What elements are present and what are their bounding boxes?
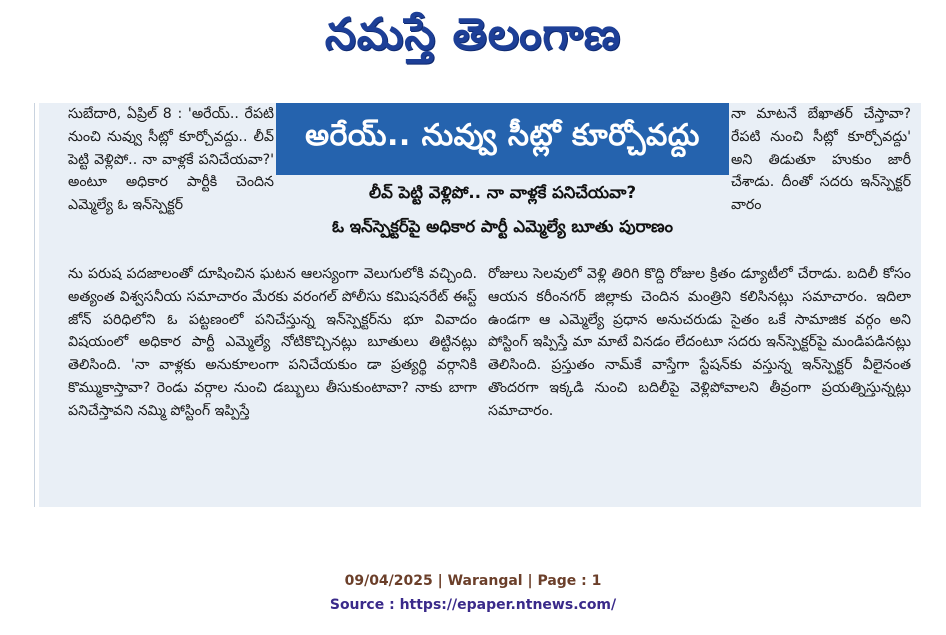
newspaper-logo: నమస్తే తెలంగాణ	[324, 9, 622, 60]
column-divider	[34, 103, 35, 507]
article-column-1-bottom	[39, 263, 477, 423]
edition-info: 09/04/2025 | Warangal | Page : 1	[344, 573, 602, 589]
source-link[interactable]: Source : https://epaper.ntnews.com/	[329, 597, 617, 613]
news-clipping	[39, 103, 921, 507]
article-column-1-top	[68, 103, 274, 217]
article-headline: అరేయ్.. నువ్వు సీట్లో కూర్చోవద్దు	[305, 118, 700, 153]
headline-banner	[276, 103, 729, 175]
article-subheading-2: ఓ ఇన్‌స్పెక్టర్‌పై అధికార పార్టీ ఎమ్మెల్యే బూతు పురాణం	[331, 217, 674, 236]
article-text-block: సుబేదారి, ఏప్రిల్ 8 : 'అరేయ్.. రేపటి నుంచి నువ్వు సీట్లో కూర్చోవద్దు.. లీవ్ పెట్టి వెళ్లిపో.. నా వాళ్లకే పనిచేయవా?' అంటూ అధికార పార్టీకి చెందిన ఎమ్మెల్యే ఓ ఇన్‌స్పెక్టర్	[68, 106, 274, 214]
article-column-3-top	[731, 103, 911, 217]
article-column-2-bottom	[488, 263, 911, 423]
masthead	[0, 0, 946, 80]
article-text-block: రోజులు సెలవులో వెళ్లి తిరిగి కొద్ది రోజుల క్రితం డ్యూటీలో చేరాడు. బదిలీ కోసం ఆయన కరీంనగర్ జిల్లాకు చెందిన మంత్రిని కలిసినట్లు సమాచారం. ఇదిలా ఉండగా ఆ ఎమ్మెల్యే ప్రధాన అనుచరుడు సైతం ఒకే సామాజిక వర్గం అని పోస్టింగ్ ఇప్పిస్తే మా మాటే వినడం లేదంటూ సదరు ఇన్‌స్పెక్టర్‌పై మండిపడినట్లు తెలిసింది. ప్రస్తుతం నామ్‌కే వాస్తేగా స్టేషన్‌కు వస్తున్న ఇన్‌స్పెక్టర్ వీలైనంత తొందరగా ఇక్కడి నుంచి బదిలీపై వెళ్లిపోవాలని తీవ్రంగా ప్రయత్నిస్తున్నట్లు సమాచారం.	[488, 266, 911, 419]
article-text-block: ను పరుష పదజాలంతో దూషించిన ఘటన ఆలస్యంగా వెలుగులోకి వచ్చింది. అత్యంత విశ్వసనీయ సమాచారం మేరకు వరంగల్ పోలీసు కమిషనరేట్ ఈస్ట్ జోన్ పరిధిలోని ఓ పట్టణంలో పనిచేస్తున్న ఇన్‌స్పెక్టర్‌ను భూ వివాదం విషయంలో అధికార పార్టీ ఎమ్మెల్యే నోటికొచ్చినట్లు బూతులు తిట్టినట్లు తెలిసింది. 'నా వాళ్లకు అనుకూలంగా పనిచేయకుం డా ప్రత్యర్థి వర్గానికి కొమ్ముకాస్తావా? రెండు వర్గాల నుంచి డబ్బులు తీసుకుంటావా? నాకు బాగా పనిచేస్తావని నమ్మి పోస్టింగ్ ఇప్పిస్తే	[68, 266, 477, 419]
article-text-block: నా మాటనే బేఖాతర్ చేస్తావా? రేపటి నుంచి సీట్లో కూర్చోవద్దు' అని తిడుతూ హుకుం జారీ చేశాడు. దీంతో సదరు ఇన్‌స్పెక్టర్ వారం	[731, 106, 911, 214]
article-subheading-1: లీవ్ పెట్టి వెళ్లిపో.. నా వాళ్లకే పనిచేయవా?	[368, 183, 637, 202]
